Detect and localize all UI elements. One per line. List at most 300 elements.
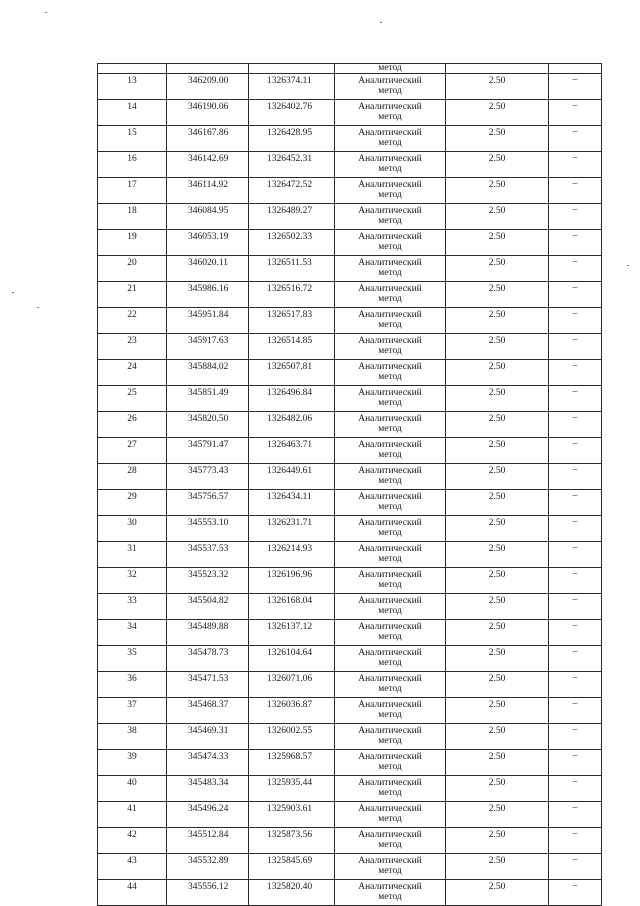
table-row [98, 438, 602, 464]
cell-number [98, 64, 167, 74]
cell-number: 32 [98, 568, 167, 594]
cell-number: 19 [98, 230, 167, 256]
cell-y: 1326104.64 [249, 646, 335, 672]
cell-number: 24 [98, 360, 167, 386]
method-line-1: Аналитический [358, 336, 422, 346]
cell-extra: – [549, 672, 602, 698]
cell-method [335, 542, 446, 568]
method-line-2: метод [378, 606, 402, 616]
cell-extra: – [549, 646, 602, 672]
cell-accuracy: 2.50 [446, 620, 549, 646]
table-row [98, 308, 602, 334]
cell-method [335, 204, 446, 230]
table-row [98, 152, 602, 178]
cell-y: 1326472.52 [249, 178, 335, 204]
table-row-continuation [98, 64, 602, 74]
cell-x: 345773.43 [167, 464, 249, 490]
cell-extra [549, 64, 602, 74]
cell-number: 17 [98, 178, 167, 204]
cell-accuracy: 2.50 [446, 100, 549, 126]
cell-extra: – [549, 386, 602, 412]
method-line-1: Аналитический [358, 440, 422, 450]
cell-y: 1326071.06 [249, 672, 335, 698]
cell-y [249, 64, 335, 74]
method-line-2: метод [378, 346, 402, 356]
method-line-1: Аналитический [358, 492, 422, 502]
table-row [98, 126, 602, 152]
cell-y: 1326514.85 [249, 334, 335, 360]
cell-accuracy: 2.50 [446, 776, 549, 802]
cell-accuracy: 2.50 [446, 308, 549, 334]
method-line-1: Аналитический [358, 232, 422, 242]
cell-extra: – [549, 542, 602, 568]
table-row [98, 646, 602, 672]
cell-accuracy: 2.50 [446, 74, 549, 100]
table-row [98, 750, 602, 776]
cell-extra: – [549, 724, 602, 750]
cell-y: 1326516.72 [249, 282, 335, 308]
cell-y: 1326452.31 [249, 152, 335, 178]
cell-extra: – [549, 698, 602, 724]
cell-extra: – [549, 594, 602, 620]
cell-method [335, 334, 446, 360]
cell-number: 44 [98, 880, 167, 906]
method-line-1: Аналитический [358, 674, 422, 684]
method-line-1: Аналитический [358, 726, 422, 736]
cell-x: 346209.00 [167, 74, 249, 100]
table-row [98, 204, 602, 230]
cell-number: 15 [98, 126, 167, 152]
cell-extra: – [549, 334, 602, 360]
cell-extra: – [549, 620, 602, 646]
cell-y: 1325873.56 [249, 828, 335, 854]
cell-y: 1326507.81 [249, 360, 335, 386]
cell-method [335, 74, 446, 100]
cell-accuracy: 2.50 [446, 204, 549, 230]
method-line-2: метод [378, 580, 402, 590]
cell-number: 27 [98, 438, 167, 464]
cell-number: 30 [98, 516, 167, 542]
cell-x: 345496.24 [167, 802, 249, 828]
method-line-1: Аналитический [358, 830, 422, 840]
cell-number: 23 [98, 334, 167, 360]
cell-number: 22 [98, 308, 167, 334]
method-line-2: метод [378, 554, 402, 564]
cell-extra: – [549, 74, 602, 100]
cell-number: 40 [98, 776, 167, 802]
cell-accuracy: 2.50 [446, 828, 549, 854]
table-row [98, 386, 602, 412]
table-row [98, 854, 602, 880]
cell-extra: – [549, 880, 602, 906]
cell-y: 1326434.11 [249, 490, 335, 516]
cell-y: 1325845.69 [249, 854, 335, 880]
cell-method [335, 308, 446, 334]
cell-x: 346167.86 [167, 126, 249, 152]
method-line-1: Аналитический [358, 882, 422, 892]
cell-y: 1326463.71 [249, 438, 335, 464]
cell-number: 18 [98, 204, 167, 230]
cell-number: 43 [98, 854, 167, 880]
cell-number: 26 [98, 412, 167, 438]
cell-extra: – [549, 776, 602, 802]
cell-method [335, 412, 446, 438]
cell-x: 346114.92 [167, 178, 249, 204]
method-line-2: метод [378, 632, 402, 642]
method-line-1: Аналитический [358, 778, 422, 788]
cell-accuracy: 2.50 [446, 256, 549, 282]
cell-method [335, 230, 446, 256]
scan-speck [627, 265, 629, 266]
method-line-1: Аналитический [358, 648, 422, 658]
cell-number: 28 [98, 464, 167, 490]
cell-y: 1326402.76 [249, 100, 335, 126]
cell-x: 346020.11 [167, 256, 249, 282]
cell-method [335, 698, 446, 724]
cell-x: 346084.95 [167, 204, 249, 230]
table-row [98, 594, 602, 620]
table-row [98, 412, 602, 438]
cell-x: 345553.10 [167, 516, 249, 542]
cell-number: 38 [98, 724, 167, 750]
cell-number: 21 [98, 282, 167, 308]
cell-number: 37 [98, 698, 167, 724]
cell-method [335, 620, 446, 646]
cell-accuracy: 2.50 [446, 464, 549, 490]
scan-speck [380, 22, 382, 23]
cell-y: 1326168.04 [249, 594, 335, 620]
cell-extra: – [549, 230, 602, 256]
cell-y: 1326196.96 [249, 568, 335, 594]
cell-extra: – [549, 204, 602, 230]
cell-number: 33 [98, 594, 167, 620]
cell-number: 25 [98, 386, 167, 412]
method-line-1: Аналитический [358, 154, 422, 164]
cell-x: 345951.84 [167, 308, 249, 334]
table-row [98, 516, 602, 542]
cell-method [335, 282, 446, 308]
method-line-2: метод [378, 528, 402, 538]
cell-y: 1326137.12 [249, 620, 335, 646]
cell-y: 1326511.53 [249, 256, 335, 282]
method-line-2: метод [378, 294, 402, 304]
cell-x: 345756.57 [167, 490, 249, 516]
cell-accuracy: 2.50 [446, 724, 549, 750]
method-line-1: Аналитический [358, 804, 422, 814]
cell-x: 345523.32 [167, 568, 249, 594]
coordinates-table [97, 63, 602, 906]
cell-accuracy: 2.50 [446, 360, 549, 386]
cell-y: 1325968.57 [249, 750, 335, 776]
method-line-2: метод [378, 320, 402, 330]
cell-x: 345471.53 [167, 672, 249, 698]
scan-speck [12, 292, 14, 293]
cell-y: 1326517.83 [249, 308, 335, 334]
method-line-1: Аналитический [358, 466, 422, 476]
cell-y: 1326428.95 [249, 126, 335, 152]
cell-extra: – [549, 854, 602, 880]
cell-extra: – [549, 412, 602, 438]
cell-extra: – [549, 126, 602, 152]
table-row [98, 230, 602, 256]
cell-accuracy: 2.50 [446, 126, 549, 152]
cell-number: 34 [98, 620, 167, 646]
cell-accuracy: 2.50 [446, 490, 549, 516]
cell-x: 345489.88 [167, 620, 249, 646]
method-line-2: метод [378, 736, 402, 746]
method-line-2: метод [378, 190, 402, 200]
method-line-1: Аналитический [358, 102, 422, 112]
method-line-1: Аналитический [358, 596, 422, 606]
method-line-1: Аналитический [358, 414, 422, 424]
cell-method [335, 438, 446, 464]
cell-extra: – [549, 282, 602, 308]
cell-x: 345537.53 [167, 542, 249, 568]
cell-y: 1326482.06 [249, 412, 335, 438]
table-row [98, 178, 602, 204]
cell-accuracy: 2.50 [446, 880, 549, 906]
cell-accuracy: 2.50 [446, 594, 549, 620]
cell-accuracy: 2.50 [446, 386, 549, 412]
cell-method [335, 750, 446, 776]
cell-x: 345532.89 [167, 854, 249, 880]
method-line-2: метод [378, 372, 402, 382]
table-row [98, 360, 602, 386]
cell-extra: – [549, 516, 602, 542]
table-row [98, 568, 602, 594]
cell-extra: – [549, 308, 602, 334]
cell-method [335, 568, 446, 594]
table-row [98, 776, 602, 802]
method-line-2: метод [378, 216, 402, 226]
cell-accuracy: 2.50 [446, 802, 549, 828]
method-line-1: Аналитический [358, 570, 422, 580]
cell-accuracy [446, 64, 549, 74]
method-line-2: метод [378, 112, 402, 122]
method-line-2: метод [378, 424, 402, 434]
scan-speck [45, 12, 47, 13]
method-line-2: метод [378, 814, 402, 824]
method-line-1: Аналитический [358, 258, 422, 268]
cell-extra: – [549, 490, 602, 516]
method-line-1: Аналитический [358, 518, 422, 528]
cell-y: 1325820.40 [249, 880, 335, 906]
cell-accuracy: 2.50 [446, 854, 549, 880]
cell-x: 345512.84 [167, 828, 249, 854]
table-row [98, 672, 602, 698]
cell-number: 31 [98, 542, 167, 568]
cell-accuracy: 2.50 [446, 516, 549, 542]
cell-method [335, 672, 446, 698]
cell-x: 345917.63 [167, 334, 249, 360]
cell-accuracy: 2.50 [446, 750, 549, 776]
cell-accuracy: 2.50 [446, 152, 549, 178]
cell-extra: – [549, 152, 602, 178]
table-row [98, 880, 602, 906]
cell-extra: – [549, 256, 602, 282]
cell-method [335, 100, 446, 126]
method-line-1: Аналитический [358, 206, 422, 216]
table-row [98, 464, 602, 490]
cell-method [335, 880, 446, 906]
cell-x: 345884.02 [167, 360, 249, 386]
method-line-1: Аналитический [358, 622, 422, 632]
table-row [98, 802, 602, 828]
cell-extra: – [549, 828, 602, 854]
table-row [98, 334, 602, 360]
cell-x: 346190.06 [167, 100, 249, 126]
cell-accuracy: 2.50 [446, 282, 549, 308]
cell-y: 1326036.87 [249, 698, 335, 724]
cell-method [335, 802, 446, 828]
cell-accuracy: 2.50 [446, 438, 549, 464]
cell-accuracy: 2.50 [446, 412, 549, 438]
cell-y: 1326231.71 [249, 516, 335, 542]
method-line-1: Аналитический [358, 180, 422, 190]
cell-extra: – [549, 802, 602, 828]
method-line-1: Аналитический [358, 310, 422, 320]
cell-number: 16 [98, 152, 167, 178]
cell-x: 346142.69 [167, 152, 249, 178]
cell-y: 1326449.61 [249, 464, 335, 490]
cell-number: 20 [98, 256, 167, 282]
cell-y: 1326374.11 [249, 74, 335, 100]
cell-x [167, 64, 249, 74]
cell-number: 29 [98, 490, 167, 516]
cell-x: 345469.31 [167, 724, 249, 750]
cell-method [335, 464, 446, 490]
cell-x: 345468.37 [167, 698, 249, 724]
table-row [98, 490, 602, 516]
method-line-1: Аналитический [358, 856, 422, 866]
cell-accuracy: 2.50 [446, 178, 549, 204]
cell-x: 345474.33 [167, 750, 249, 776]
method-line-1: Аналитический [358, 544, 422, 554]
cell-extra: – [549, 100, 602, 126]
method-line-2: метод [378, 892, 402, 902]
cell-accuracy: 2.50 [446, 334, 549, 360]
method-line-2: метод [378, 398, 402, 408]
cell-y: 1326214.93 [249, 542, 335, 568]
method-line-2: метод [378, 502, 402, 512]
cell-x: 345556.12 [167, 880, 249, 906]
method-line-1: Аналитический [358, 362, 422, 372]
cell-number: 35 [98, 646, 167, 672]
table-row [98, 620, 602, 646]
cell-x: 346053.19 [167, 230, 249, 256]
cell-method [335, 152, 446, 178]
cell-y: 1326502.33 [249, 230, 335, 256]
cell-x: 345820.50 [167, 412, 249, 438]
cell-accuracy: 2.50 [446, 230, 549, 256]
cell-y: 1325903.61 [249, 802, 335, 828]
cell-accuracy: 2.50 [446, 698, 549, 724]
table-body [98, 64, 602, 906]
table-row [98, 724, 602, 750]
cell-accuracy: 2.50 [446, 646, 549, 672]
method-line-1: Аналитический [358, 76, 422, 86]
cell-x: 345851.49 [167, 386, 249, 412]
cell-accuracy: 2.50 [446, 542, 549, 568]
cell-method [335, 256, 446, 282]
method-line-2: метод [378, 840, 402, 850]
table-row [98, 74, 602, 100]
cell-number: 39 [98, 750, 167, 776]
table-row [98, 256, 602, 282]
table-row [98, 100, 602, 126]
cell-extra: – [549, 464, 602, 490]
cell-number: 36 [98, 672, 167, 698]
method-line-2: метод [378, 762, 402, 772]
cell-method [335, 178, 446, 204]
cell-method [335, 646, 446, 672]
cell-method [335, 776, 446, 802]
cell-method [335, 828, 446, 854]
cell-extra: – [549, 750, 602, 776]
method-line-1: Аналитический [358, 128, 422, 138]
cell-accuracy: 2.50 [446, 568, 549, 594]
cell-extra: – [549, 438, 602, 464]
cell-y: 1326489.27 [249, 204, 335, 230]
cell-method [335, 854, 446, 880]
method-line-1: Аналитический [358, 700, 422, 710]
cell-number: 14 [98, 100, 167, 126]
cell-x: 345986.16 [167, 282, 249, 308]
cell-x: 345483.34 [167, 776, 249, 802]
cell-method [335, 360, 446, 386]
method-line-2: метод [378, 684, 402, 694]
table-row [98, 828, 602, 854]
cell-extra: – [549, 568, 602, 594]
cell-number: 42 [98, 828, 167, 854]
method-line-2: метод [378, 86, 402, 96]
cell-y: 1326002.55 [249, 724, 335, 750]
cell-method [335, 386, 446, 412]
table-row [98, 542, 602, 568]
cell-extra: – [549, 178, 602, 204]
method-line-1: Аналитический [358, 284, 422, 294]
table-row [98, 698, 602, 724]
cell-y: 1326496.84 [249, 386, 335, 412]
method-line-2: метод [378, 788, 402, 798]
method-line-2: метод [378, 866, 402, 876]
table-row [98, 282, 602, 308]
method-line-2: метод [378, 268, 402, 278]
cell-x: 345504.82 [167, 594, 249, 620]
cell-extra: – [549, 360, 602, 386]
method-line-2: метод [378, 710, 402, 720]
cell-x: 345791.47 [167, 438, 249, 464]
method-line-2: метод [378, 242, 402, 252]
cell-method [335, 724, 446, 750]
cell-method [335, 516, 446, 542]
cell-accuracy: 2.50 [446, 672, 549, 698]
method-line-2: метод [378, 658, 402, 668]
cell-y: 1325935.44 [249, 776, 335, 802]
scan-speck [37, 307, 39, 308]
cell-method: метод [335, 64, 446, 74]
method-line-2: метод [378, 476, 402, 486]
method-line-1: Аналитический [358, 752, 422, 762]
cell-method [335, 490, 446, 516]
cell-method [335, 126, 446, 152]
method-line-2: метод [378, 164, 402, 174]
method-line-2: метод [378, 450, 402, 460]
cell-x: 345478.73 [167, 646, 249, 672]
cell-method [335, 594, 446, 620]
cell-number: 41 [98, 802, 167, 828]
method-line-1: Аналитический [358, 388, 422, 398]
